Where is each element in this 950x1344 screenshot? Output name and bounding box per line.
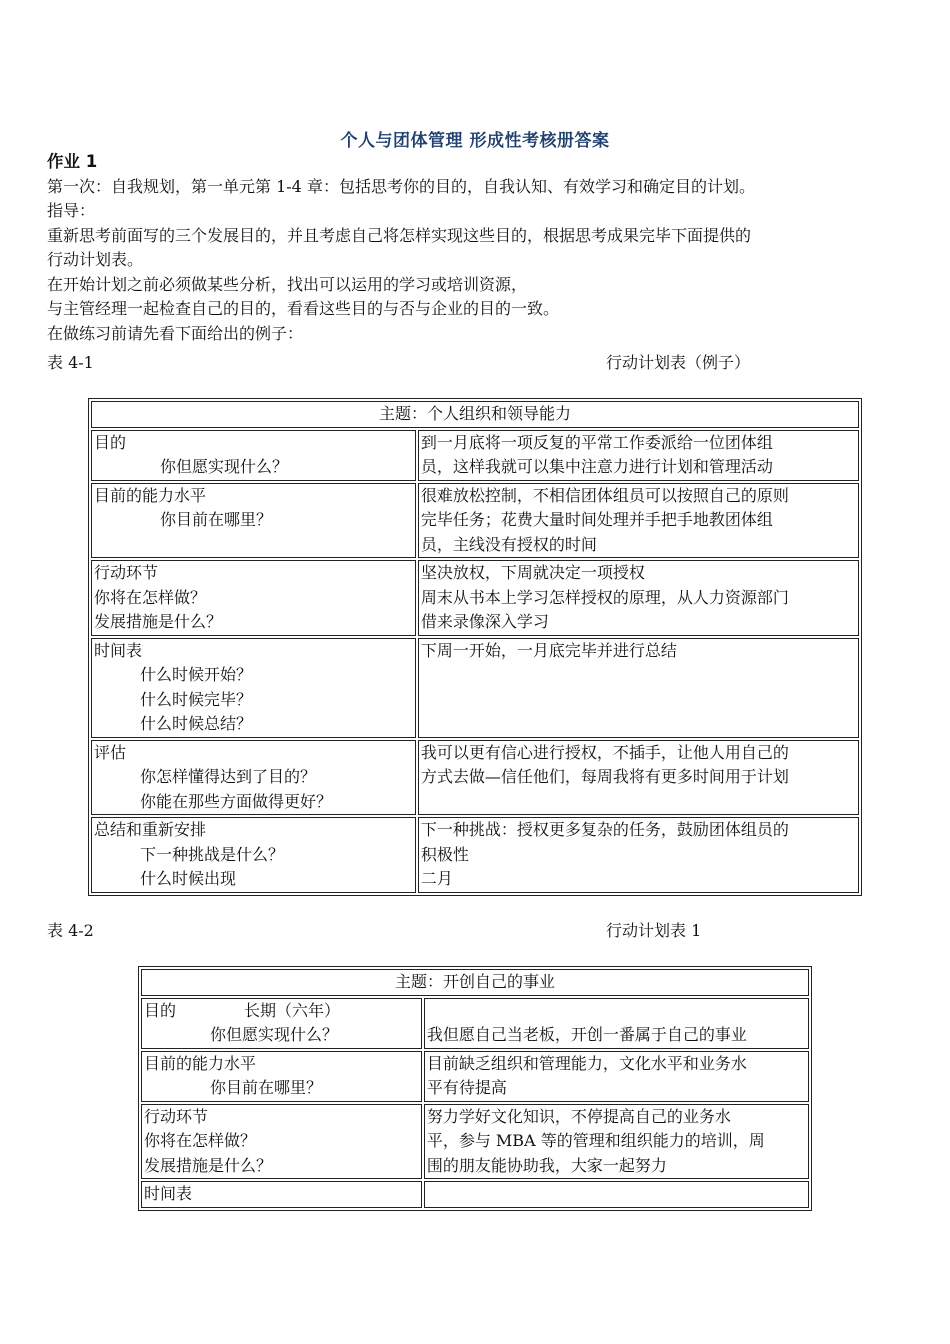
row-question: 你目前在哪里？: [210, 1078, 323, 1097]
row-question: 下一种挑战是什么？: [140, 844, 285, 864]
row-question: 你但愿实现什么？: [210, 1025, 339, 1044]
table-cell: [424, 1104, 809, 1180]
table-cell: [418, 560, 859, 636]
cell-text: 目前缺乏组织和管理能力，文化水平和业务水: [426, 1053, 747, 1073]
table-row: [141, 969, 809, 996]
table-row: [91, 401, 859, 428]
paragraph: 与主管经理一起检查自己的目的，看看这些目的与否与企业的目的一致。: [47, 299, 560, 318]
table-row: [91, 483, 859, 559]
page-title: 个人与团体管理 形成性考核册答案: [340, 131, 610, 151]
table-cell: [418, 817, 859, 893]
cell-text: 下周一开始，一月底完毕并进行总结: [420, 640, 677, 660]
table-row: [91, 740, 859, 816]
cell-text: 围的朋友能协助我，大家一起努力: [426, 1155, 667, 1175]
table-cell: [418, 430, 859, 481]
row-heading: 行动环节: [94, 563, 159, 582]
table-cell: [91, 560, 416, 636]
action-plan-table-example: [88, 398, 862, 896]
paragraph: 在开始计划之前必须做某些分析，找出可以运用的学习或培训资源，: [47, 274, 528, 294]
row-heading: 评估: [94, 742, 127, 762]
cell-text: 借来录像深入学习: [420, 612, 549, 631]
table-cell: [424, 1181, 809, 1208]
row-heading: 行动环节: [144, 1106, 209, 1126]
paragraph: 重新思考前面写的三个发展目的，并且考虑自己将怎样实现这些目的，根据思考成果完毕下面提供的: [47, 225, 752, 245]
row-question: 什么时候出现: [140, 869, 237, 888]
table-cell: [91, 430, 416, 481]
cell-text: 我但愿自己当老板，开创一番属于自己的事业: [426, 1025, 747, 1044]
row-question: 什么时候总结？: [140, 714, 253, 733]
cell-text: 员，这样我就可以集中注意力进行计划和管理活动: [420, 457, 773, 476]
row-question: 你将在怎样做？: [144, 1131, 257, 1150]
cell-text: 很难放松控制，不相信团体组员可以按照自己的原则: [420, 485, 789, 505]
row-question: 你能在那些方面做得更好？: [140, 791, 333, 811]
row-question: 什么时候完毕？: [140, 689, 253, 709]
row-heading: 时间表: [94, 640, 143, 660]
table1-label: 表 4-1: [47, 353, 94, 372]
table-cell: [424, 1051, 809, 1102]
row-question: 你但愿实现什么？: [160, 457, 289, 476]
cell-text: 下一种挑战：授权更多复杂的任务，鼓励团体组员的: [420, 820, 789, 839]
row-question: 什么时候开始？: [140, 665, 253, 684]
row-heading: 目前的能力水平: [94, 485, 207, 505]
table-cell: [424, 998, 809, 1049]
table1-caption: 行动计划表（例子）: [606, 353, 751, 372]
cell-text: 完毕任务；花费大量时间处理并手把手地教团体组: [420, 510, 773, 529]
cell-text: 二月: [420, 869, 453, 888]
table-cell: [91, 817, 416, 893]
row-heading: 总结和重新安排: [94, 820, 207, 839]
cell-text: 方式去做—信任他们，每周我将有更多时间用于计划: [420, 767, 789, 786]
table-cell: [91, 638, 416, 738]
table-cell: [418, 638, 859, 738]
table-cell: [141, 1104, 422, 1180]
table-row: [91, 817, 859, 893]
row-heading: 目的: [144, 1000, 177, 1020]
row-term: 长期（六年）: [244, 1000, 341, 1020]
cell-text: 员，主线没有授权的时间: [420, 534, 597, 554]
row-heading: 时间表: [144, 1184, 193, 1203]
row-heading: 目前的能力水平: [144, 1053, 257, 1073]
row-heading-line: [144, 999, 419, 1024]
table-row: [141, 1104, 809, 1180]
cell-text: 努力学好文化知识，不停提高自己的业务水: [426, 1106, 731, 1126]
paragraph: 指导：: [47, 201, 96, 220]
table-row: [91, 430, 859, 481]
row-question: 你怎样懂得达到了目的？: [140, 767, 317, 786]
table-cell: [418, 740, 859, 816]
intro-text: [47, 150, 907, 346]
action-plan-table-1: [138, 966, 812, 1211]
table2-label: 表 4-2: [47, 921, 94, 940]
table-row: [141, 998, 809, 1049]
paragraph: 第一次：自我规划，第一单元第 1-4 章：包括思考你的目的，自我认知、有效学习和确定目的计划。: [47, 176, 755, 196]
cell-text: 周末从书本上学习怎样授权的原理，从人力资源部门: [420, 587, 789, 607]
cell-text: 积极性: [420, 844, 469, 864]
paragraph: 行动计划表。: [47, 250, 144, 269]
cell-text: 坚决放权，下周就决定一项授权: [420, 563, 645, 582]
table-cell: [91, 740, 416, 816]
table-topic: 主题：个人组织和领导能力: [91, 401, 859, 428]
table-cell: [418, 483, 859, 559]
paragraph: 在做练习前请先看下面给出的例子：: [47, 323, 304, 343]
table-cell: [141, 1051, 422, 1102]
cell-text: 平，参与 MBA 等的管理和组织能力的培训，周: [426, 1131, 765, 1150]
cell-text: 到一月底将一项反复的平常工作委派给一位团体组: [420, 432, 773, 452]
assignment-heading: 作业 1: [47, 152, 98, 171]
row-heading: 目的: [94, 432, 127, 452]
table-row: [91, 638, 859, 738]
cell-text: 平有待提高: [426, 1078, 507, 1097]
row-question: 你目前在哪里？: [160, 510, 273, 529]
cell-text: 我可以更有信心进行授权，不插手，让他人用自己的: [420, 742, 789, 762]
row-question: 发展措施是什么？: [144, 1155, 273, 1175]
table-row: [141, 1181, 809, 1208]
table-cell: [91, 483, 416, 559]
row-question: 你将在怎样做？: [94, 587, 207, 607]
table-topic: 主题：开创自己的事业: [141, 969, 809, 996]
table2-caption: 行动计划表 1: [606, 921, 702, 940]
table-row: [91, 560, 859, 636]
table-cell: [141, 1181, 422, 1208]
table-row: [141, 1051, 809, 1102]
row-question: 发展措施是什么？: [94, 612, 223, 631]
table-cell: [141, 998, 422, 1049]
